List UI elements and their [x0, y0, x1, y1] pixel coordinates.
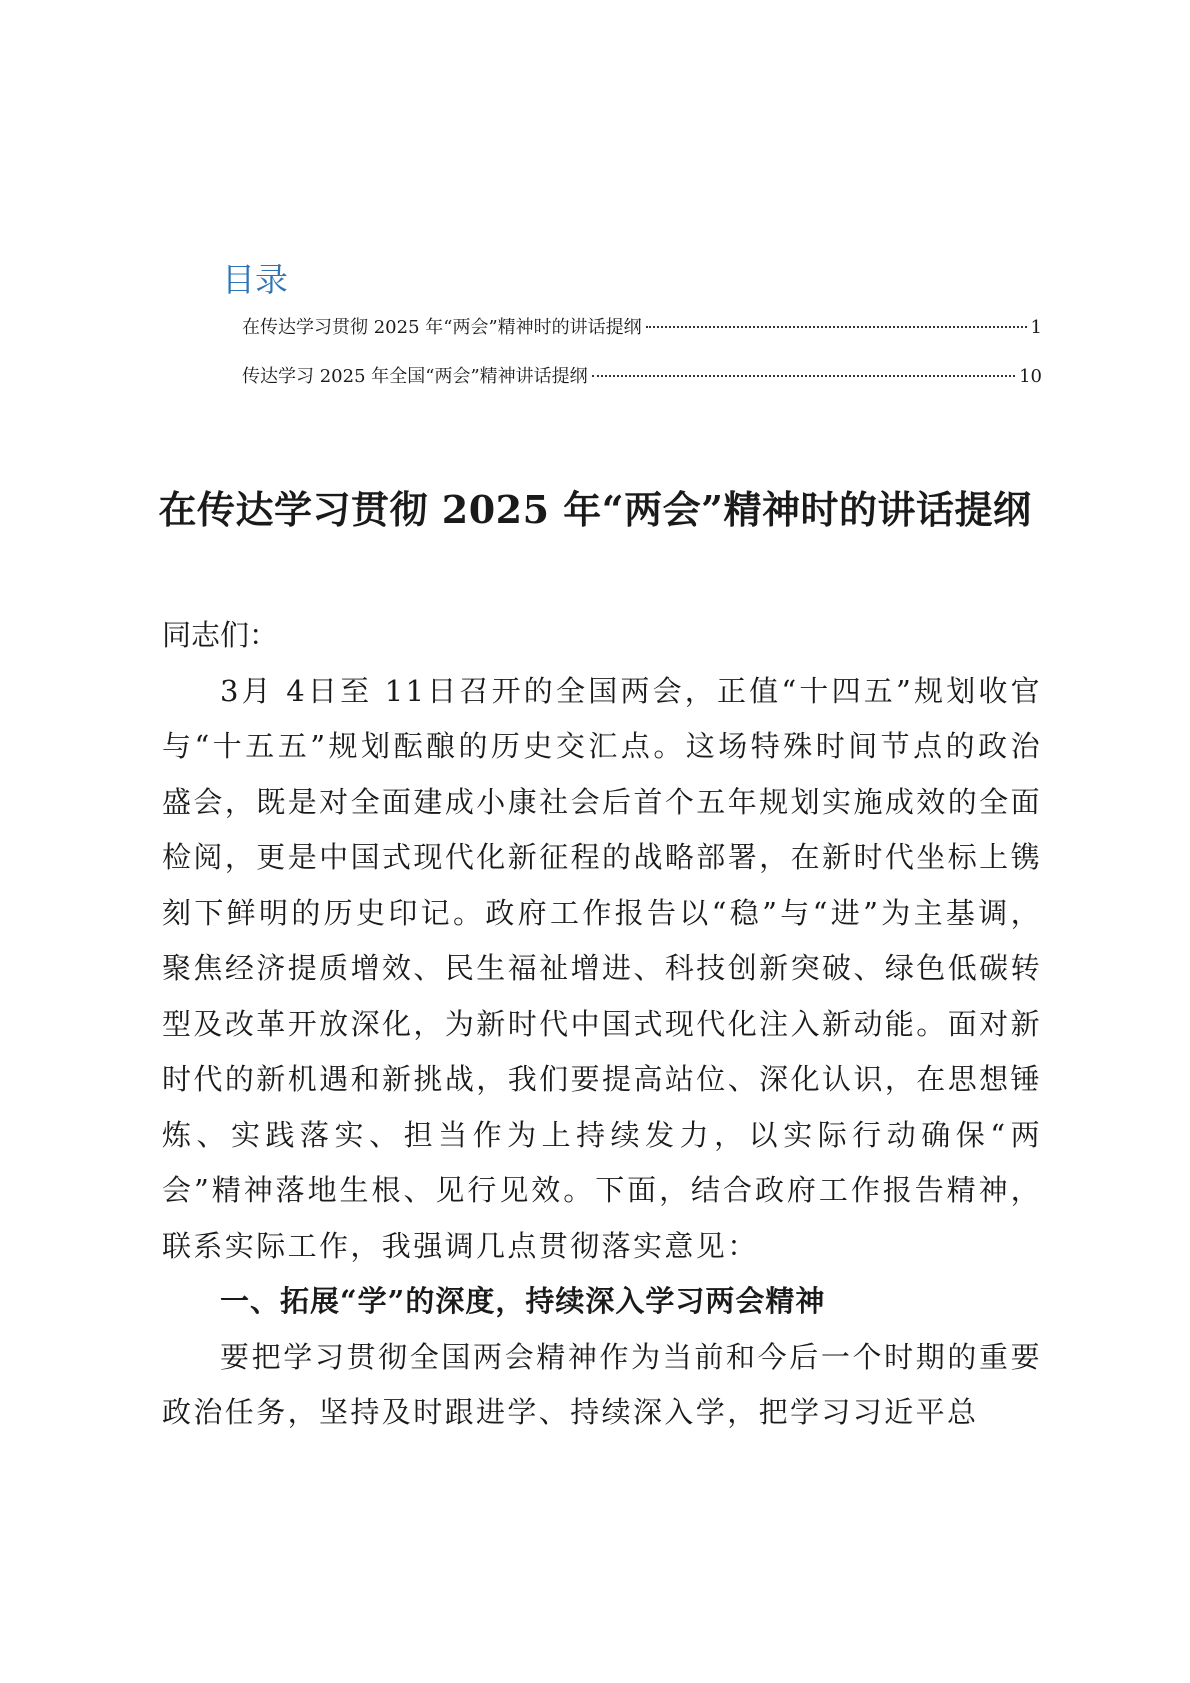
toc-entry-title[interactable]: 在传达学习贯彻 2025 年“两会”精神时的讲话提纲: [242, 317, 642, 338]
toc-entry[interactable]: [242, 314, 1042, 342]
body-paragraph: 要把学习贯彻全国两会精神作为当前和今后一个时期的重要政治任务，坚持及时跟进学、持续深入学，把学习习近平总: [162, 1339, 1042, 1429]
toc-entry-page[interactable]: 10: [1019, 366, 1042, 387]
toc-heading: 目录: [222, 260, 288, 299]
salutation: 同志们：: [162, 618, 279, 652]
toc-entry-page[interactable]: 1: [1030, 317, 1042, 338]
document-title: 在传达学习贯彻 2025 年“两会”精神时的讲话提纲: [158, 487, 1032, 532]
body-paragraph: 3月 4日至 11日召开的全国两会，正值“十四五”规划收官与“十五五”规划酝酿的历史交汇点。这场特殊时间节点的政治盛会，既是对全面建成小康社会后首个五年规划实施成效的全面检阅，更是中国式现代化新征程的战略部署，在新时代坐标上镌刻下鲜明的历史印记。政府工作报告以“稳”与“进”为主基调，聚焦经济提质增效、民生福祉增进、科技创新突破、绿色低碳转型及改革开放深化，为新时代中国式现代化注入新动能。面对新时代的新机遇和新挑战，我们要提高站位、深化认识，在思想锤炼、实践落实、担当作为上持续发力，以实际行动确保“两会”精神落地生根、见行见效。下面，结合政府工作报告精神，联系实际工作，我强调几点贯彻落实意见：: [162, 673, 1042, 1263]
section-heading: 一、拓展“学”的深度，持续深入学习两会精神: [220, 1284, 826, 1318]
toc-dot-leader: [592, 375, 1015, 377]
toc-entry[interactable]: [242, 363, 1042, 391]
document-body: [162, 608, 1042, 1441]
toc-entry-title[interactable]: 传达学习 2025 年全国“两会”精神讲话提纲: [242, 366, 588, 387]
table-of-contents: [222, 258, 1042, 391]
toc-dot-leader: [646, 326, 1027, 328]
